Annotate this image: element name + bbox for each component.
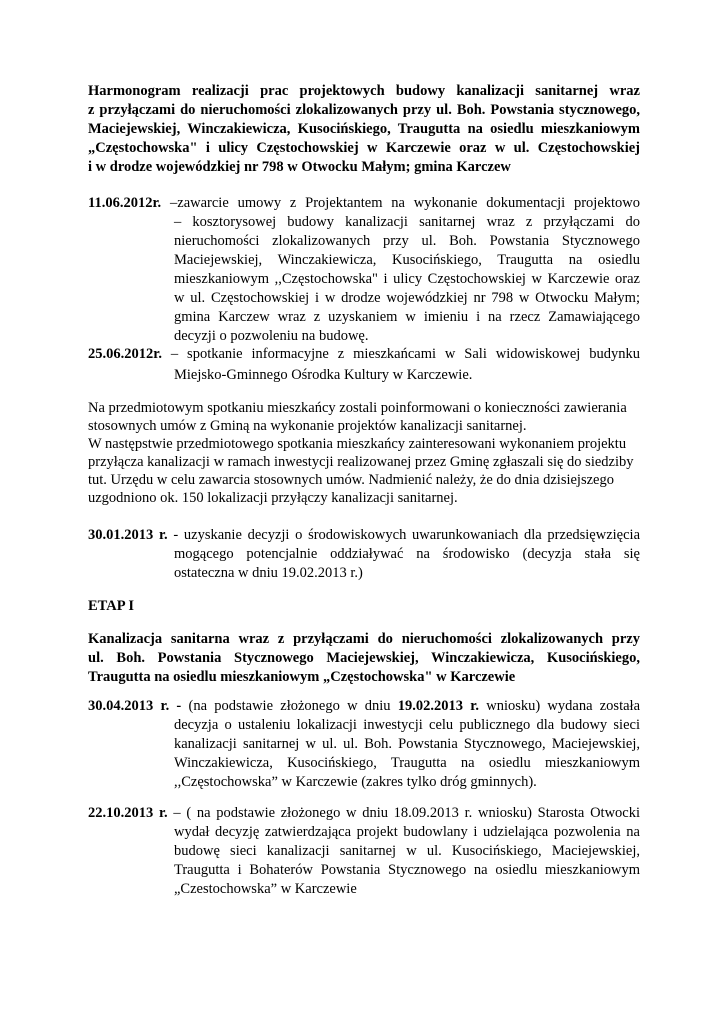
title-line: i w drodze wojewódzkiej nr 798 w Otwocku Małym; gmina Karczew [88, 159, 511, 175]
stage-title-line: Traugutta na osiedlu mieszkaniowym „Częstochowska" w Karczewie [88, 669, 516, 685]
paragraph-line: W następstwie przedmiotowego spotkania mieszkańcy zainteresowani wykonaniem projektu [88, 436, 627, 452]
document-title [88, 82, 640, 177]
entry-line: mogącego potencjalnie oddziaływać na środowisko (decyzja stała się [174, 546, 640, 562]
schedule-entry [88, 345, 640, 385]
entry-line: – kosztorysowej budowy kanalizacji sanitarnej wraz z przyłączami do [174, 214, 640, 230]
entry-text: – ( na podstawie złożonego w dniu 18.09.2013 r. wniosku) Starosta Otwocki [167, 805, 641, 821]
schedule-entry [88, 697, 640, 792]
entry-line: decyzja o ustaleniu lokalizacji inwestycji celu publicznego dla budowy sieci [174, 717, 640, 733]
entry-first-line [88, 804, 640, 823]
entry-text: - uzyskanie decyzji o środowiskowych uwarunkowaniach dla przedsięwzięcia [167, 527, 641, 543]
entry-date: 30.01.2013 r. [88, 527, 168, 543]
entry-date: 30.04.2013 r. - [88, 698, 182, 714]
entry-first-line [88, 194, 640, 213]
entry-line: gmina Karczew wraz z uzyskaniem w imieniu i na rzecz Zamawiającego [174, 309, 640, 325]
entry-date: 11.06.2012r. [88, 195, 162, 211]
schedule-entry [88, 526, 640, 583]
entry-line: ,,Częstochowska” w Karczewie (zakres tylko dróg gminnych). [174, 774, 537, 790]
entry-line: wydał decyzję zatwierdzająca projekt budowlany i udzielająca pozwolenia na [174, 824, 640, 840]
title-line: „Częstochowska" i ulicy Częstochowskiej w Karczewie oraz w ul. Częstochowskiej [88, 140, 640, 156]
entry-date: 22.10.2013 r. [88, 805, 168, 821]
entry-line: „Czestochowska” w Karczewie [174, 881, 357, 897]
entry-text: – spotkanie informacyjne z mieszkańcami w Sali widowiskowej budynku [161, 346, 640, 362]
entry-first-line [88, 697, 640, 716]
paragraph-line: Na przedmiotowym spotkaniu mieszkańcy zostali poinformowani o konieczności zawierania [88, 400, 627, 416]
entry-line: nieruchomości zlokalizowanych przy ul. Boh. Powstania Stycznowego [174, 233, 640, 249]
entry-line: mieszkaniowym ,,Częstochowska" i ulicy Częstochowskiej w Karczewie oraz [174, 271, 640, 287]
entry-line: decyzji o pozwoleniu na budowę. [174, 328, 369, 344]
title-line: Maciejewskiej, Winczakiewicza, Kusocińskiego, Traugutta na osiedlu mieszkaniowym [88, 121, 640, 137]
stage-title [88, 630, 640, 687]
entry-line: Winczakiewicza, Kusocińskiego, Traugutta na osiedlu mieszkaniowym [174, 755, 640, 771]
paragraph-line: uzgodniono ok. 150 lokalizacji przyłączy kanalizacji sanitarnej. [88, 490, 458, 506]
entry-text: –zawarcie umowy z Projektantem na wykonanie dokumentacji projektowo [170, 195, 641, 211]
title-line: z przyłączami do nieruchomości zlokalizowanych przy ul. Boh. Powstania stycznowego, [88, 102, 640, 118]
paragraph-line: przyłącza kanalizacji w ramach inwestycji realizowanej przez Gminę zgłaszali się do siedziby [88, 454, 634, 470]
entry-text: (na podstawie złożonego w dniu [181, 698, 398, 714]
schedule-entry [88, 194, 640, 346]
paragraph-line: tut. Urzędu w celu zawarcia stosownych umów. Nadmienić należy, że do dnia dzisiejszego [88, 472, 614, 488]
entry-date: 25.06.2012r. [88, 346, 162, 362]
schedule-entry [88, 804, 640, 899]
stage-heading: ETAP I [88, 598, 135, 614]
entry-line: Traugutta i Bohaterów Powstania Stycznowego na osiedlu mieszkaniowym [174, 862, 640, 878]
title-line: Harmonogram realizacji prac projektowych budowy kanalizacji sanitarnej wraz [88, 83, 640, 99]
entry-line: kanalizacji sanitarnej w ul. ul. Boh. Powstania Stycznowego, Maciejewskiej, [174, 736, 640, 752]
stage-title-line: ul. Boh. Powstania Stycznowego Maciejewskiej, Winczakiewicza, Kusocińskiego, [88, 650, 640, 666]
entry-bold-date: 19.02.2013 r. [397, 698, 479, 714]
entry-line: w ul. Częstochowskiej i w drodze wojewódzkiej nr 798 w Otwocku Małym; [174, 290, 640, 306]
entry-line: Miejsko-Gminnego Ośrodka Kultury w Karczewie. [174, 367, 473, 383]
meeting-paragraph [88, 399, 640, 507]
stage-title-line: Kanalizacja sanitarna wraz z przyłączami do nieruchomości zlokalizowanych przy [88, 631, 640, 647]
entry-line: Maciejewskiej, Winczakiewicza, Kusocińskiego, Traugutta na osiedlu [174, 252, 640, 268]
paragraph-line: stosownych umów z Gminą na wykonanie projektów kanalizacji sanitarnej. [88, 418, 527, 434]
entry-line: budowę sieci kanalizacji sanitarnej w ul. Kusocińskiego, Maciejewskiej, [174, 843, 640, 859]
entry-first-line [88, 526, 640, 545]
entry-first-line [88, 345, 640, 364]
entry-text: wniosku) wydana została [479, 698, 641, 714]
entry-line: ostateczna w dniu 19.02.2013 r.) [174, 565, 363, 581]
